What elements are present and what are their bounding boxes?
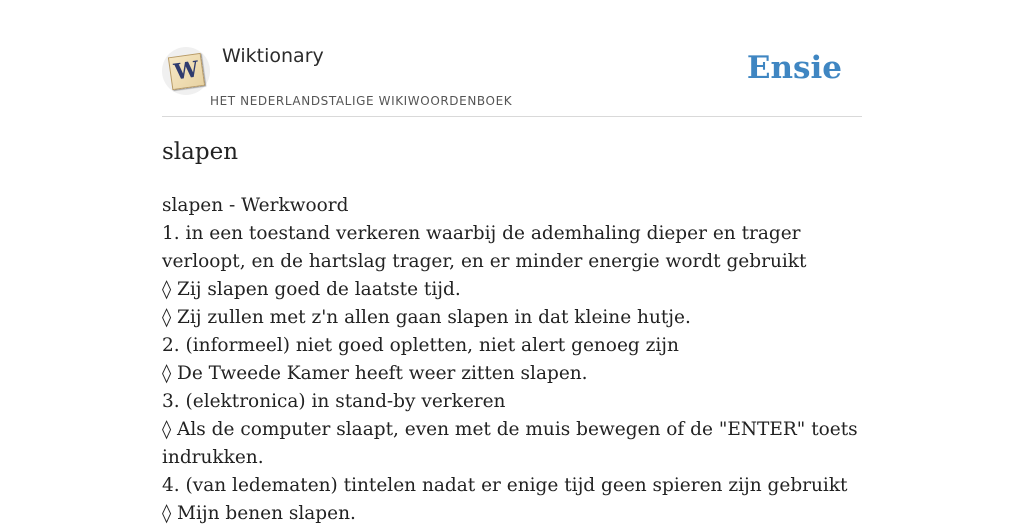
definition-line: 3. (elektronica) in stand-by verkeren xyxy=(162,391,506,412)
definition-line: slapen - Werkwoord xyxy=(162,195,349,216)
header xyxy=(162,0,862,117)
entry-title: slapen xyxy=(162,139,239,165)
definition-line: 4. (van ledematen) tintelen nadat er enige tijd geen spieren zijn gebruikt xyxy=(162,475,848,496)
example-line: ◊ De Tweede Kamer heeft weer zitten slapen. xyxy=(162,363,588,384)
definition-body xyxy=(162,192,862,528)
site-subtitle: HET NEDERLANDSTALIGE WIKIWOORDENBOEK xyxy=(210,94,513,108)
example-line: ◊ Als de computer slaapt, even met de muis bewegen of de "ENTER" toets indrukken. xyxy=(162,419,858,468)
definition-line: 1. in een toestand verkeren waarbij de ademhaling dieper en trager verloopt, en de hartslag trager, en er minder energie wordt gebruikt xyxy=(162,223,807,272)
example-line: ◊ Zij zullen met z'n allen gaan slapen in dat kleine hutje. xyxy=(162,307,691,328)
ensie-brand-link[interactable]: Ensie xyxy=(746,50,842,86)
site-title[interactable]: Wiktionary xyxy=(222,45,324,67)
example-line: ◊ Zij slapen goed de laatste tijd. xyxy=(162,279,461,300)
page xyxy=(162,0,862,524)
example-line: ◊ Mijn benen slapen. xyxy=(162,503,356,524)
wiktionary-logo[interactable] xyxy=(162,47,210,95)
logo-tile-icon: W xyxy=(168,53,205,90)
definition-line: 2. (informeel) niet goed opletten, niet alert genoeg zijn xyxy=(162,335,679,356)
